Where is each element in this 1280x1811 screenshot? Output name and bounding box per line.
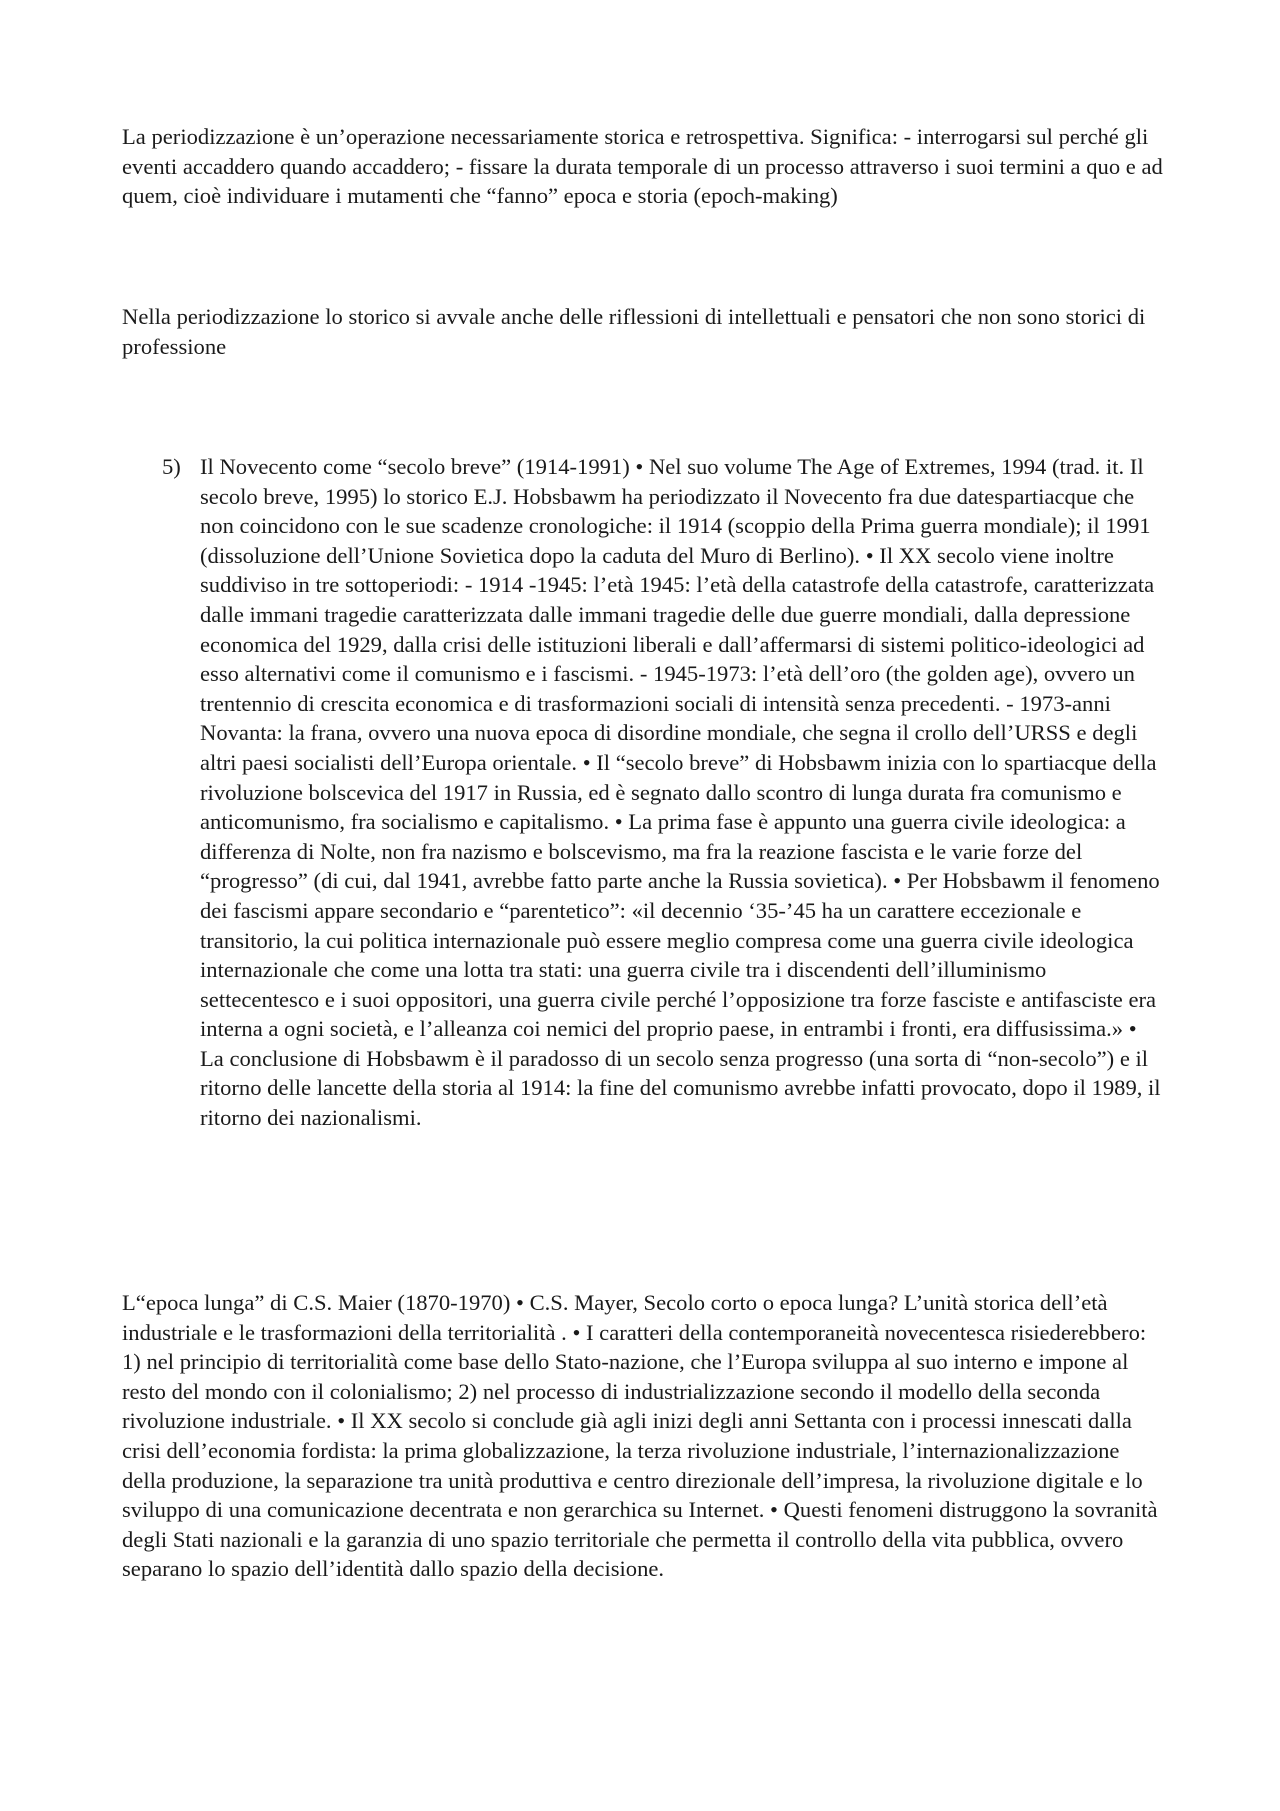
list-item-text: Il Novecento come “secolo breve” (1914-1991) • Nel suo volume The Age of Extremes, 1994 (trad. it. Il secolo breve, 1995) lo storico E.J. Hobsbawm ha periodizzato il Novecento fra due datespartiacque che non coincidono con le sue scadenze cronologiche: il 1914 (scoppio della Prima guerra mondiale); il 1991 (dissoluzione dell’Unione Sovietica dopo la caduta del Muro di Berlino). • Il XX secolo viene inoltre suddiviso in tre sottoperiodi: - 1914 -1945: l’età 1945: l’età della catastrofe della catastrofe, caratterizzata dalle immani tragedie caratterizzata dalle immani tragedie delle due guerre mondiali, dalla depressione economica del 1929, dalla crisi delle istituzioni liberali e dall’affermarsi di sistemi politico-ideologici ad esso alternativi come il comunismo e i fascismi. - 1945-1973: l’età dell’oro (the golden age), ovvero un trentennio di crescita economica e di trasformazioni sociali di intensità senza precedenti. - 1973-anni Novanta: la frana, ovvero una nuova epoca di disordine mondiale, che segna il crollo dell’URSS e degli altri paesi socialisti dell’Europa orientale. • Il “secolo breve” di Hobsbawm inizia con lo spartiacque della rivoluzione bolscevica del 1917 in Russia, ed è segnato dallo scontro di lunga durata fra comunismo e anticomunismo, fra socialismo e capitalismo. • La prima fase è appunto una guerra civile ideologica: a differenza di Nolte, non fra nazismo e bolscevismo, ma fra la reazione fascista e le varie forze del “progresso” (di cui, dal 1941, avrebbe fatto parte anche la Russia sovietica). • Per Hobsbawm il fenomeno dei fascismi appare secondario e “parentetico”: «il decennio ‘35-’45 ha un carattere eccezionale e transitorio, la cui politica internazionale può essere meglio compresa come una guerra civile ideologica internazionale che come una lotta tra stati: una guerra civile tra i discendenti dell’illuminismo settecentesco e i suoi oppositori, una guerra civile perché l’opposizione tra forze fasciste e antifasciste era interna a ogni società, e l’alleanza coi nemici del proprio paese, in entrambi i fronti, era diffusissima.» • La conclusione di Hobsbawm è il paradosso di un secolo senza progresso (una sorta di “non-secolo”) e il ritorno delle lancette della storia al 1914: la fine del comunismo avrebbe infatti provocato, dopo il 1989, il ritorno dei nazionalismi.	[200, 454, 1161, 1131]
paragraph-periodizzazione: La periodizzazione è un’operazione necessariamente storica e retrospettiva. Significa: - interrogarsi sul perché gli eventi accaddero quando accaddero; - fissare la durata temporale di un processo attraverso i suoi termini a quo e ad quem, cioè individuare i mutamenti che “fanno” epoca e storia (epoch-making)	[122, 124, 1163, 209]
paragraph-epoca-lunga: L“epoca lunga” di C.S. Maier (1870-1970) • C.S. Mayer, Secolo corto o epoca lunga? L’unità storica dell’età industriale e le trasformazioni della territorialità . • I caratteri della contemporaneità novecentesca risiederebbero: 1) nel principio di territorialità come base dello Stato-nazione, che l’Europa sviluppa al suo interno e impone al resto del mondo con il colonialismo; 2) nel processo di industrializzazione secondo il modello della seconda rivoluzione industriale. • Il XX secolo si conclude già agli inizi degli anni Settanta con i processi innescati dalla crisi dell’economia fordista: la prima globalizzazione, la terza rivoluzione industriale, l’internazionalizzazione della produzione, la separazione tra unità produttiva e centro direzionale dell’impresa, la rivoluzione digitale e lo sviluppo di una comunicazione decentrata e non gerarchica su Internet. • Questi fenomeni distruggono la sovranità degli Stati nazionali e la garanzia di uno spazio territoriale che permetta il controllo della vita pubblica, ovvero separano lo spazio dell’identità dallo spazio della decisione.	[122, 1290, 1158, 1582]
paragraph-riflessioni: Nella periodizzazione lo storico si avvale anche delle riflessioni di intellettuali e pensatori che non sono storici di professione	[122, 304, 1146, 359]
numbered-list	[162, 452, 1166, 1133]
list-marker: 5)	[162, 454, 181, 479]
list-item-secolo-breve	[162, 452, 1166, 1133]
